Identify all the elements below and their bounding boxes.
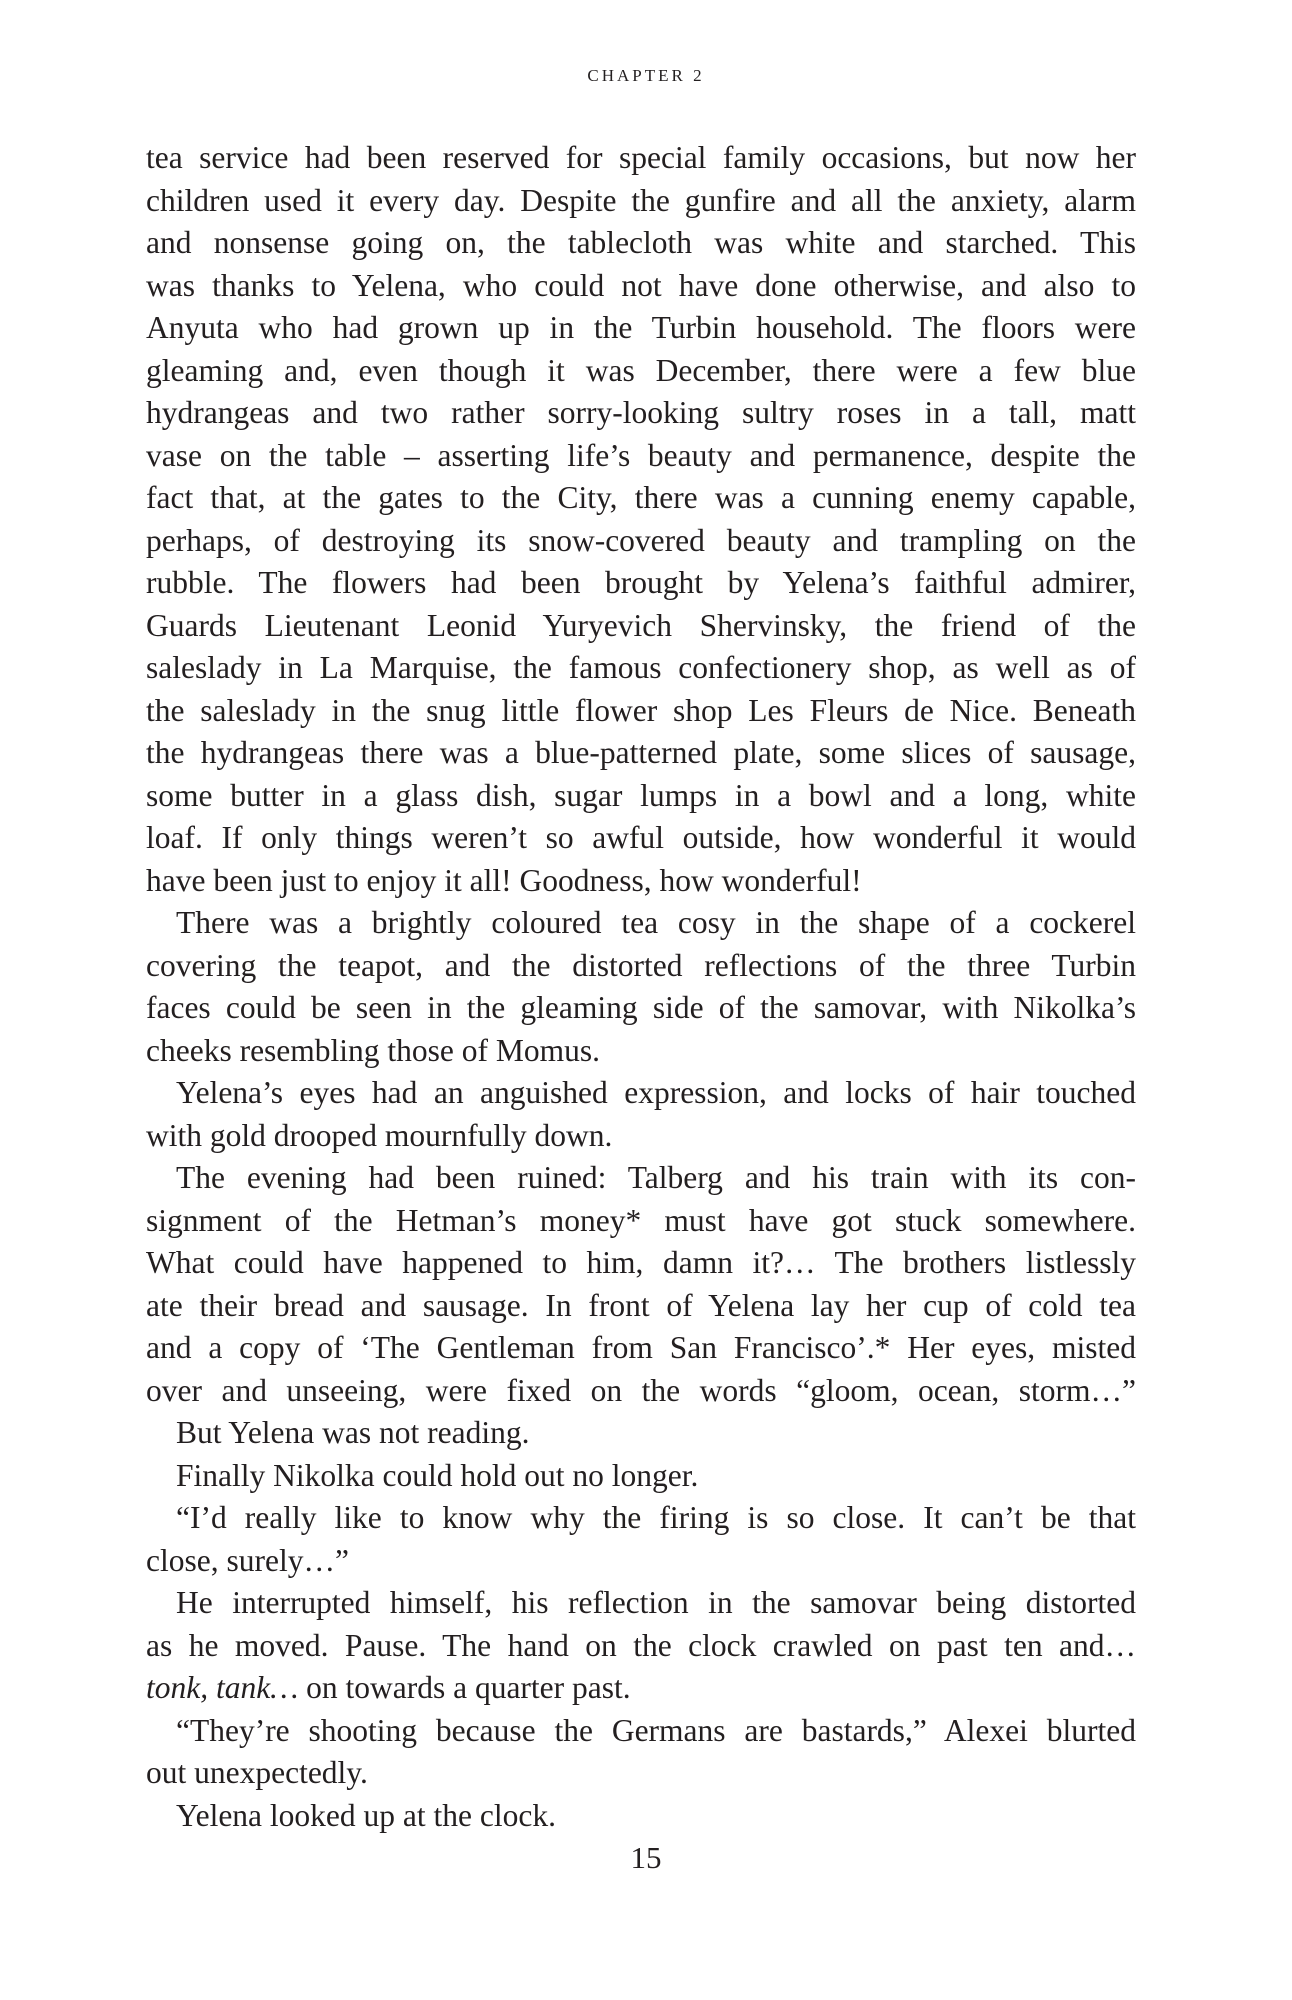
text-line <box>146 945 1136 988</box>
text-line <box>146 902 1136 945</box>
text-line <box>146 137 1136 180</box>
line-text: signment of the Hetman’s money* must have got stuck somewhere. <box>146 1202 1136 1238</box>
line-text: perhaps, of destroying its snow-covered beauty and trampling on the <box>146 522 1136 558</box>
line-text: the hydrangeas there was a blue-patterned plate, some slices of sausage, <box>146 735 1136 770</box>
page-number: 15 <box>630 1840 662 1875</box>
text-line <box>146 435 1136 478</box>
line-text: children used it every day. Despite the gunfire and all the anxiety, alarm <box>146 182 1136 218</box>
text-line <box>146 1412 1136 1455</box>
text-line <box>146 1540 1136 1583</box>
line-text: cheeks resembling those of Momus. <box>146 1032 601 1068</box>
line-text: Finally Nikolka could hold out no longer. <box>176 1457 699 1493</box>
line-text: over and unseeing, were fixed on the words “gloom, ocean, storm…” <box>146 1372 1136 1408</box>
text-line <box>146 775 1136 818</box>
text-line <box>146 1455 1136 1498</box>
text-line <box>146 350 1136 393</box>
line-text: some butter in a glass dish, sugar lumps in a bowl and a long, white <box>146 777 1136 813</box>
line-text: gleaming and, even though it was December, there were a few blue <box>146 352 1136 388</box>
line-text: hydrangeas and two rather sorry-looking sultry roses in a tall, matt <box>146 395 1136 430</box>
line-text: have been just to enjoy it all! Goodness, how wonderful! <box>146 862 862 898</box>
text-line <box>146 1157 1136 1200</box>
text-line <box>146 1752 1136 1795</box>
text-line <box>146 1625 1136 1668</box>
line-text: Yelena’s eyes had an anguished expression, and locks of hair touched <box>176 1075 1136 1110</box>
text-line <box>146 1242 1136 1285</box>
line-text: There was a brightly coloured tea cosy in the shape of a cockerel <box>176 905 1136 940</box>
text-line <box>146 477 1136 520</box>
text-line <box>146 1285 1136 1328</box>
text-line <box>146 605 1136 648</box>
body-text <box>146 137 1136 1837</box>
text-line <box>146 562 1136 605</box>
text-line <box>146 1115 1136 1158</box>
line-text: as he moved. Pause. The hand on the clock crawled on past ten and… <box>146 1627 1136 1663</box>
text-line <box>146 265 1136 308</box>
line-text: The evening had been ruined: Talberg and his train with its con- <box>176 1160 1136 1195</box>
line-text: tea service had been reserved for special family occasions, but now her <box>146 140 1136 175</box>
text-line <box>146 520 1136 563</box>
line-text: was thanks to Yelena, who could not have done otherwise, and also to <box>146 267 1136 303</box>
line-text: on towards a quarter past. <box>298 1670 631 1705</box>
line-text: “I’d really like to know why the firing is so close. It can’t be that <box>176 1500 1136 1535</box>
text-line <box>146 1667 1136 1710</box>
line-text: fact that, at the gates to the City, there was a cunning enemy capable, <box>146 480 1136 515</box>
line-text: loaf. If only things weren’t so awful outside, how wonderful it would <box>146 820 1136 855</box>
text-line <box>146 987 1136 1030</box>
line-text: the saleslady in the snug little flower shop Les Fleurs de Nice. Beneath <box>146 692 1136 728</box>
line-text: But Yelena was not reading. <box>176 1415 530 1450</box>
line-text: close, surely…” <box>146 1542 349 1578</box>
line-text: Yelena looked up at the clock. <box>176 1797 556 1833</box>
text-line <box>146 1030 1136 1073</box>
text-line <box>146 860 1136 903</box>
text-line <box>146 1370 1136 1413</box>
text-line <box>146 1327 1136 1370</box>
line-text: vase on the table – asserting life’s beauty and permanence, despite the <box>146 437 1136 473</box>
running-head: CHAPTER 2 <box>587 66 705 85</box>
line-text: out unexpectedly. <box>146 1755 368 1790</box>
text-line <box>146 732 1136 775</box>
text-line <box>146 690 1136 733</box>
text-line <box>146 1497 1136 1540</box>
line-text: Anyuta who had grown up in the Turbin household. The floors were <box>146 310 1136 345</box>
text-line <box>146 1200 1136 1243</box>
line-text: covering the teapot, and the distorted reflections of the three Turbin <box>146 947 1136 983</box>
line-text: Guards Lieutenant Leonid Yuryevich Shervinsky, the friend of the <box>146 607 1136 643</box>
line-text: “They’re shooting because the Germans are bastards,” Alexei blurted <box>176 1712 1136 1748</box>
line-text: with gold drooped mournfully down. <box>146 1117 613 1153</box>
line-text: He interrupted himself, his reflection in the samovar being distorted <box>176 1585 1136 1620</box>
line-text: rubble. The flowers had been brought by Yelena’s faithful admirer, <box>146 565 1136 600</box>
text-line <box>146 1072 1136 1115</box>
text-line <box>146 1582 1136 1625</box>
text-line <box>146 307 1136 350</box>
line-text: and a copy of ‘The Gentleman from San Francisco’.* Her eyes, misted <box>146 1330 1136 1365</box>
text-line <box>146 647 1136 690</box>
text-line <box>146 1710 1136 1753</box>
line-text: and nonsense going on, the tablecloth was white and starched. This <box>146 225 1136 260</box>
text-line <box>146 1795 1136 1838</box>
text-line <box>146 180 1136 223</box>
italic-phrase: tonk, tank… <box>146 1670 299 1705</box>
line-text: saleslady in La Marquise, the famous confectionery shop, as well as of <box>146 650 1136 685</box>
line-text: faces could be seen in the gleaming side of the samovar, with Nikolka’s <box>146 990 1136 1025</box>
line-text: What could have happened to him, damn it?… The brothers listlessly <box>146 1245 1136 1280</box>
text-line <box>146 222 1136 265</box>
line-text: ate their bread and sausage. In front of Yelena lay her cup of cold tea <box>146 1287 1136 1323</box>
text-line <box>146 817 1136 860</box>
text-line <box>146 392 1136 435</box>
